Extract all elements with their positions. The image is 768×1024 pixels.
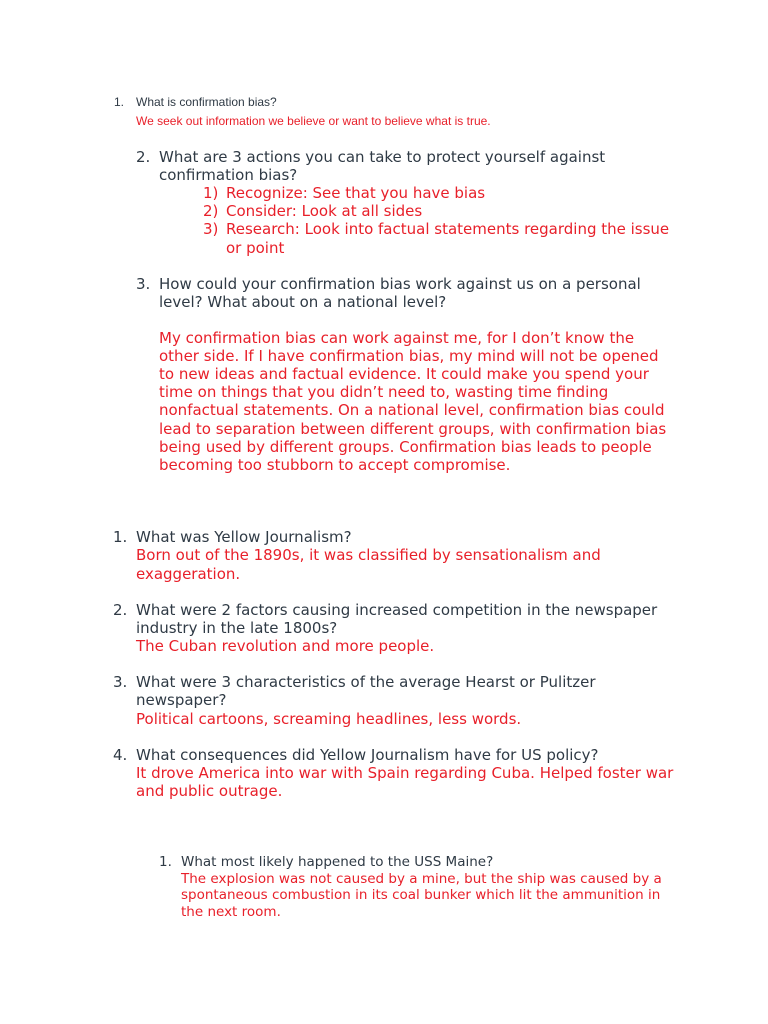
s2-q2-question-line: What were 2 factors causing increased competition in the newspaper (136, 601, 658, 619)
s1-q2-number: 2. (136, 148, 151, 166)
s1-q3-question-line: level? What about on a national level? (159, 293, 447, 311)
s3-q1-number: 1. (159, 854, 172, 870)
s2-q1-question-line: What was Yellow Journalism? (136, 528, 352, 546)
s2-q2-answer-line: The Cuban revolution and more people. (136, 637, 435, 655)
s3-q1-question-line: What most likely happened to the USS Maine? (181, 854, 494, 870)
s1-q1-number: 1. (114, 95, 125, 109)
s3-q1-answer-line: spontaneous combustion in its coal bunker which lit the ammunition in (181, 887, 661, 903)
s1-q2-item-number: 1) (203, 184, 219, 202)
s1-q1-question: What is confirmation bias? (136, 95, 277, 109)
s1-q3-question-line: How could your confirmation bias work against us on a personal (159, 275, 641, 293)
s2-q4-answer-line: It drove America into war with Spain regarding Cuba. Helped foster war (136, 764, 674, 782)
s2-q3-question-line: What were 3 characteristics of the average Hearst or Pulitzer (136, 673, 596, 691)
s2-q3-number: 3. (113, 673, 128, 691)
s1-q2-item-number: 2) (203, 202, 219, 220)
s2-q4-number: 4. (113, 746, 128, 764)
s1-q2-item-number: 3) (203, 220, 219, 238)
s1-q3-answer-line: being used by different groups. Confirmation bias leads to people (159, 438, 652, 456)
s1-q3-answer-line: My confirmation bias can work against me, for I don’t know the (159, 329, 635, 347)
s1-q1-answer: We seek out information we believe or want to believe what is true. (136, 114, 491, 128)
s2-q4-answer-line: and public outrage. (136, 782, 283, 800)
s1-q2-question-line: confirmation bias? (159, 166, 298, 184)
s3-q1-answer-line: The explosion was not caused by a mine, but the ship was caused by a (181, 871, 662, 887)
s1-q3-answer-line: time on things that you didn’t need to, wasting time finding (159, 383, 609, 401)
s2-q2-question-line: industry in the late 1800s? (136, 619, 338, 637)
s2-q1-answer-line: exaggeration. (136, 565, 241, 583)
s1-q3-answer-line: becoming too stubborn to accept compromise. (159, 456, 511, 474)
s1-q2-item-text: Recognize: See that you have bias (226, 184, 486, 202)
s1-q2-item-text: Consider: Look at all sides (226, 202, 423, 220)
s2-q1-number: 1. (113, 528, 128, 546)
s1-q3-answer-line: to new ideas and factual evidence. It could make you spend your (159, 365, 649, 383)
s2-q3-question-line: newspaper? (136, 691, 227, 709)
s1-q3-number: 3. (136, 275, 151, 293)
s2-q1-answer-line: Born out of the 1890s, it was classified by sensationalism and (136, 546, 601, 564)
s1-q3-answer-line: other side. If I have confirmation bias, my mind will not be opened (159, 347, 659, 365)
s2-q3-answer-line: Political cartoons, screaming headlines, less words. (136, 710, 522, 728)
s2-q2-number: 2. (113, 601, 128, 619)
s3-q1-answer-line: the next room. (181, 904, 281, 920)
s2-q4-question-line: What consequences did Yellow Journalism have for US policy? (136, 746, 599, 764)
s1-q2-item-text: Research: Look into factual statements regarding the issue (226, 220, 670, 238)
s1-q3-answer-line: nonfactual statements. On a national level, confirmation bias could (159, 401, 665, 419)
s1-q2-question-line: What are 3 actions you can take to protect yourself against (159, 148, 606, 166)
s1-q2-item-text: or point (226, 239, 285, 257)
s1-q3-answer-line: lead to separation between different groups, with confirmation bias (159, 420, 667, 438)
